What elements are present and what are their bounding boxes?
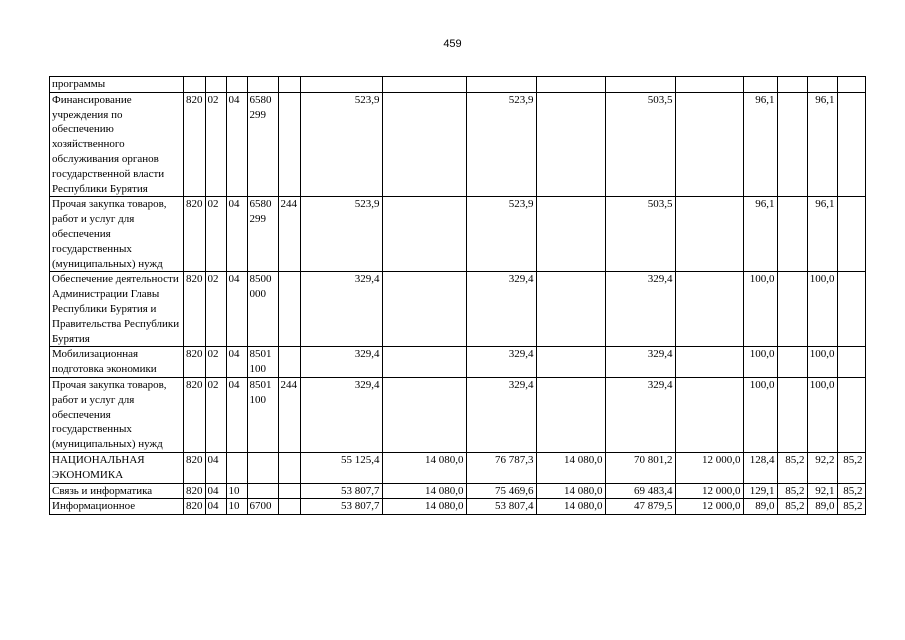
value-revised-total: 523,9 — [466, 92, 536, 197]
code-expense-type — [278, 92, 300, 197]
code-ministry: 820 — [184, 347, 206, 378]
code-ministry: 820 — [184, 272, 206, 347]
code-expense-type: 244 — [278, 197, 300, 272]
value-plan-total: 53 807,7 — [300, 483, 382, 499]
value-revised-subventions: 14 080,0 — [536, 452, 605, 483]
value-revised-subventions: 14 080,0 — [536, 483, 605, 499]
value-revised-subventions — [536, 197, 605, 272]
code-subsection — [226, 452, 247, 483]
percent-1: 96,1 — [743, 92, 777, 197]
code-target: 6700 — [247, 499, 278, 515]
code-section: 02 — [205, 377, 226, 452]
value-plan-total: 523,9 — [300, 92, 382, 197]
percent-2 — [777, 347, 807, 378]
row-name: НАЦИОНАЛЬНАЯ ЭКОНОМИКА — [50, 452, 184, 483]
percent-3 — [807, 77, 837, 93]
value-revised-total: 329,4 — [466, 377, 536, 452]
value-revised-total: 523,9 — [466, 197, 536, 272]
value-revised-subventions — [536, 347, 605, 378]
percent-3: 100,0 — [807, 377, 837, 452]
value-plan-subventions — [382, 272, 466, 347]
percent-2 — [777, 92, 807, 197]
code-ministry: 820 — [184, 483, 206, 499]
value-plan-subventions — [382, 197, 466, 272]
code-target: 6580 299 — [247, 197, 278, 272]
value-plan-subventions — [382, 347, 466, 378]
value-executed-total: 329,4 — [605, 272, 675, 347]
value-executed-subventions: 12 000,0 — [675, 499, 743, 515]
percent-4 — [837, 377, 865, 452]
code-section: 04 — [205, 452, 226, 483]
value-executed-total: 329,4 — [605, 347, 675, 378]
code-expense-type — [278, 499, 300, 515]
code-subsection: 04 — [226, 197, 247, 272]
value-plan-subventions: 14 080,0 — [382, 483, 466, 499]
code-ministry: 820 — [184, 197, 206, 272]
budget-table — [49, 76, 866, 515]
code-subsection — [226, 77, 247, 93]
value-executed-subventions — [675, 92, 743, 197]
value-plan-total: 329,4 — [300, 347, 382, 378]
code-section: 04 — [205, 483, 226, 499]
row-name: Прочая закупка товаров, работ и услуг для обеспечения государственных (муниципальных) нужд — [50, 377, 184, 452]
code-expense-type — [278, 272, 300, 347]
value-revised-total: 329,4 — [466, 272, 536, 347]
table-row — [50, 347, 866, 378]
percent-3: 100,0 — [807, 272, 837, 347]
row-name: Связь и информатика — [50, 483, 184, 499]
code-subsection: 04 — [226, 377, 247, 452]
value-revised-subventions: 14 080,0 — [536, 499, 605, 515]
value-plan-total: 523,9 — [300, 197, 382, 272]
code-expense-type: 244 — [278, 377, 300, 452]
code-target: 8501 100 — [247, 377, 278, 452]
value-revised-total: 76 787,3 — [466, 452, 536, 483]
percent-4 — [837, 272, 865, 347]
code-section: 02 — [205, 347, 226, 378]
value-plan-subventions: 14 080,0 — [382, 499, 466, 515]
code-ministry: 820 — [184, 92, 206, 197]
table-row — [50, 377, 866, 452]
value-plan-subventions — [382, 92, 466, 197]
value-revised-subventions — [536, 377, 605, 452]
percent-2 — [777, 77, 807, 93]
value-executed-total: 503,5 — [605, 197, 675, 272]
value-executed-total — [605, 77, 675, 93]
code-expense-type — [278, 347, 300, 378]
table-row — [50, 483, 866, 499]
percent-4 — [837, 347, 865, 378]
value-executed-total: 47 879,5 — [605, 499, 675, 515]
value-plan-subventions — [382, 377, 466, 452]
percent-4: 85,2 — [837, 499, 865, 515]
row-name: Финансирование учреждения по обеспечению хозяйственного обслуживания органов государственной власти Республики Бурятия — [50, 92, 184, 197]
code-target: 8501 100 — [247, 347, 278, 378]
table-row — [50, 272, 866, 347]
value-revised-subventions — [536, 92, 605, 197]
code-section: 02 — [205, 272, 226, 347]
value-revised-subventions — [536, 272, 605, 347]
code-expense-type — [278, 452, 300, 483]
percent-3: 96,1 — [807, 92, 837, 197]
value-executed-subventions — [675, 272, 743, 347]
percent-2 — [777, 272, 807, 347]
value-plan-total: 329,4 — [300, 272, 382, 347]
value-executed-subventions: 12 000,0 — [675, 452, 743, 483]
code-target — [247, 483, 278, 499]
code-ministry: 820 — [184, 377, 206, 452]
value-executed-total: 503,5 — [605, 92, 675, 197]
value-revised-total: 75 469,6 — [466, 483, 536, 499]
value-executed-subventions — [675, 347, 743, 378]
table-row — [50, 499, 866, 515]
code-ministry — [184, 77, 206, 93]
value-executed-total: 69 483,4 — [605, 483, 675, 499]
code-expense-type — [278, 483, 300, 499]
percent-1: 89,0 — [743, 499, 777, 515]
percent-1: 129,1 — [743, 483, 777, 499]
percent-1: 100,0 — [743, 377, 777, 452]
value-plan-total — [300, 77, 382, 93]
value-executed-subventions — [675, 77, 743, 93]
percent-4: 85,2 — [837, 483, 865, 499]
value-plan-total: 55 125,4 — [300, 452, 382, 483]
value-revised-total — [466, 77, 536, 93]
percent-3: 96,1 — [807, 197, 837, 272]
code-section — [205, 77, 226, 93]
percent-2 — [777, 377, 807, 452]
value-revised-total: 329,4 — [466, 347, 536, 378]
row-name: Мобилизационная подготовка экономики — [50, 347, 184, 378]
row-name: Прочая закупка товаров, работ и услуг для обеспечения государственных (муниципальных) нужд — [50, 197, 184, 272]
row-name: Информационное — [50, 499, 184, 515]
table-body — [50, 77, 866, 515]
code-ministry: 820 — [184, 499, 206, 515]
page-number: 459 — [443, 38, 462, 50]
percent-1: 100,0 — [743, 347, 777, 378]
value-plan-total: 53 807,7 — [300, 499, 382, 515]
percent-4: 85,2 — [837, 452, 865, 483]
value-plan-total: 329,4 — [300, 377, 382, 452]
code-target: 8500 000 — [247, 272, 278, 347]
code-ministry: 820 — [184, 452, 206, 483]
code-section: 02 — [205, 92, 226, 197]
percent-2: 85,2 — [777, 483, 807, 499]
percent-3: 89,0 — [807, 499, 837, 515]
percent-2 — [777, 197, 807, 272]
value-executed-total: 329,4 — [605, 377, 675, 452]
percent-4 — [837, 77, 865, 93]
percent-2: 85,2 — [777, 499, 807, 515]
value-plan-subventions — [382, 77, 466, 93]
code-subsection: 04 — [226, 92, 247, 197]
value-executed-subventions — [675, 377, 743, 452]
code-subsection: 10 — [226, 499, 247, 515]
value-plan-subventions: 14 080,0 — [382, 452, 466, 483]
table-row — [50, 77, 866, 93]
percent-3: 92,1 — [807, 483, 837, 499]
code-section: 04 — [205, 499, 226, 515]
code-section: 02 — [205, 197, 226, 272]
code-target — [247, 77, 278, 93]
table-row — [50, 92, 866, 197]
table-row — [50, 197, 866, 272]
value-executed-subventions: 12 000,0 — [675, 483, 743, 499]
value-revised-total: 53 807,4 — [466, 499, 536, 515]
percent-4 — [837, 92, 865, 197]
row-name: Обеспечение деятельности Администрации Главы Республики Бурятия и Правительства Республики Бурятия — [50, 272, 184, 347]
value-revised-subventions — [536, 77, 605, 93]
code-subsection: 04 — [226, 347, 247, 378]
percent-1 — [743, 77, 777, 93]
percent-1: 100,0 — [743, 272, 777, 347]
table-row — [50, 452, 866, 483]
percent-4 — [837, 197, 865, 272]
percent-3: 92,2 — [807, 452, 837, 483]
code-expense-type — [278, 77, 300, 93]
percent-1: 128,4 — [743, 452, 777, 483]
code-subsection: 10 — [226, 483, 247, 499]
code-target — [247, 452, 278, 483]
value-executed-subventions — [675, 197, 743, 272]
value-executed-total: 70 801,2 — [605, 452, 675, 483]
code-target: 6580 299 — [247, 92, 278, 197]
percent-1: 96,1 — [743, 197, 777, 272]
row-name: программы — [50, 77, 184, 93]
percent-2: 85,2 — [777, 452, 807, 483]
percent-3: 100,0 — [807, 347, 837, 378]
code-subsection: 04 — [226, 272, 247, 347]
